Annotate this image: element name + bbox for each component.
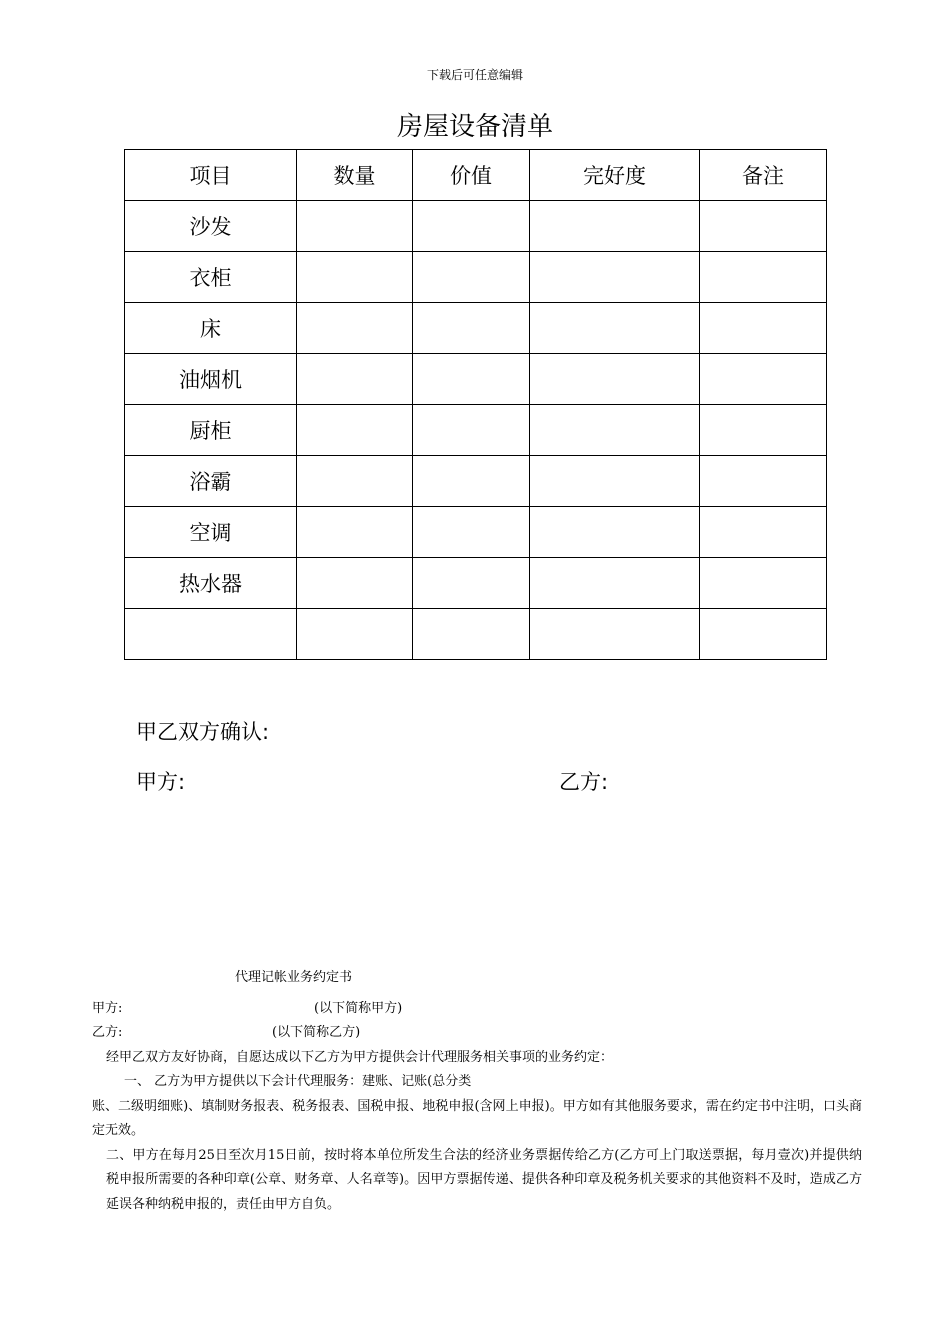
table-row <box>125 303 827 354</box>
notes-cell <box>700 558 827 609</box>
item-cell: 空调 <box>125 507 297 558</box>
clause-1-first-line: 一、 乙方为甲方提供以下会计代理服务：建账、记账(总分类 <box>124 1074 472 1089</box>
table-row <box>125 405 827 456</box>
column-header-value: 价值 <box>413 150 530 201</box>
table-row <box>125 354 827 405</box>
quantity-cell <box>297 405 413 456</box>
notes-cell <box>700 303 827 354</box>
notes-cell <box>700 609 827 660</box>
item-cell <box>125 609 297 660</box>
agreement-title: 代理记帐业务约定书 <box>235 970 353 985</box>
table-row <box>125 558 827 609</box>
notes-cell <box>700 252 827 303</box>
value-cell <box>413 609 530 660</box>
table-row <box>125 252 827 303</box>
value-cell <box>413 456 530 507</box>
item-cell: 油烟机 <box>125 354 297 405</box>
party-b-label: 乙方: <box>92 1025 123 1040</box>
condition-cell <box>530 609 700 660</box>
condition-cell <box>530 507 700 558</box>
agreement-section <box>92 966 862 1217</box>
value-cell <box>413 252 530 303</box>
clause-2: 二、甲方在每月25日至次月15日前，按时将本单位所发生合法的经济业务票据传给乙方(乙方可上门取送票据，每月壹次)并提供纳税申报所需要的各种印章(公章、财务章、人名章等)。因甲方票据传递、提供各种印章及税务机关要求的其他资料不及时，造成乙方延误各种纳税申报的，责任由甲方自负。 <box>106 1147 862 1212</box>
party-b-signature-label: 乙方: <box>559 770 609 794</box>
value-cell <box>413 303 530 354</box>
quantity-cell <box>297 201 413 252</box>
party-a-label: 甲方: <box>92 1000 123 1016</box>
agreement-party-a-line <box>92 997 862 1022</box>
item-cell: 厨柜 <box>125 405 297 456</box>
value-cell <box>413 405 530 456</box>
clause-1-continuation: 账、二级明细账)、填制财务报表、税务报表、国税申报、地税申报(含网上申报)。甲方如有其他服务要求，需在约定书中注明，口头商定无效。 <box>92 1098 862 1138</box>
table-row <box>125 507 827 558</box>
notes-cell <box>700 201 827 252</box>
condition-cell <box>530 252 700 303</box>
table-header-row <box>125 150 827 201</box>
table-row <box>125 456 827 507</box>
value-cell <box>413 558 530 609</box>
confirm-label: 甲乙双方确认: <box>136 720 270 744</box>
column-header-condition: 完好度 <box>530 150 700 201</box>
quantity-cell <box>297 354 413 405</box>
page-title: 房屋设备清单 <box>396 112 553 142</box>
column-header-notes: 备注 <box>700 150 827 201</box>
value-cell <box>413 507 530 558</box>
item-cell: 床 <box>125 303 297 354</box>
equipment-table <box>124 149 827 660</box>
condition-cell <box>530 558 700 609</box>
agreement-intro: 经甲乙双方友好协商，自愿达成以下乙方为甲方提供会计代理服务相关事项的业务约定： <box>106 1049 614 1065</box>
quantity-cell <box>297 303 413 354</box>
notes-cell <box>700 507 827 558</box>
condition-cell <box>530 201 700 252</box>
quantity-cell <box>297 507 413 558</box>
condition-cell <box>530 303 700 354</box>
agreement-party-b-line <box>92 1021 862 1046</box>
table-row <box>125 201 827 252</box>
quantity-cell <box>297 558 413 609</box>
notes-cell <box>700 354 827 405</box>
item-cell: 浴霸 <box>125 456 297 507</box>
header-note: 下载后可任意编辑 <box>426 68 523 82</box>
condition-cell <box>530 405 700 456</box>
value-cell <box>413 354 530 405</box>
notes-cell <box>700 405 827 456</box>
column-header-item: 项目 <box>125 150 297 201</box>
quantity-cell <box>297 252 413 303</box>
item-cell: 沙发 <box>125 201 297 252</box>
condition-cell <box>530 354 700 405</box>
table-row <box>125 609 827 660</box>
party-b-note: (以下简称乙方) <box>272 1025 361 1040</box>
party-a-signature-label: 甲方: <box>136 770 186 794</box>
quantity-cell <box>297 456 413 507</box>
quantity-cell <box>297 609 413 660</box>
column-header-quantity: 数量 <box>297 150 413 201</box>
party-a-note: (以下简称甲方) <box>314 1000 403 1016</box>
item-cell: 衣柜 <box>125 252 297 303</box>
notes-cell <box>700 456 827 507</box>
value-cell <box>413 201 530 252</box>
item-cell: 热水器 <box>125 558 297 609</box>
condition-cell <box>530 456 700 507</box>
